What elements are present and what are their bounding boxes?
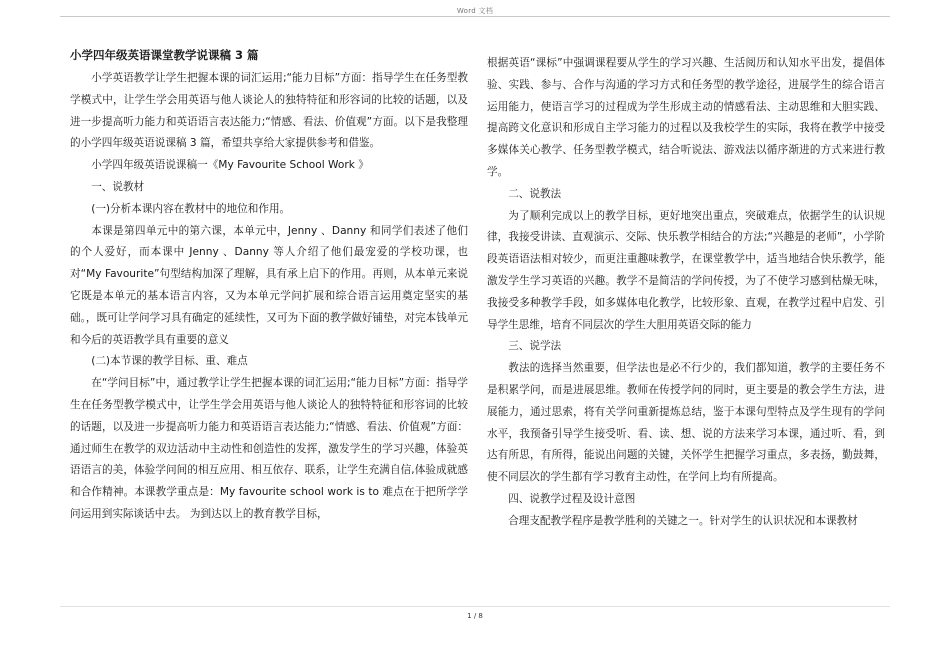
footer-divider — [60, 606, 890, 607]
intro-paragraph: 小学英语教学让学生把握本课的词汇运用;“能力目标”方面：指导学生在任务型教学模式中，让学生学会用英语与他人谈论人的独特特征和形容词的比较的话题，以及进一步提高听力能力和英语语言表达能力;“情感、看法、价值观”方面。以下是我整理的小学四年级英语说课稿 3 篇，希望共享给大家提供参考和借鉴。 — [70, 72, 468, 150]
teaching-method-paragraph: 为了顺利完成以上的教学目标，更好地突出重点，突破难点，依据学生的认识规律，我接受讲读、直观演示、交际、快乐教学相结合的方法;“兴趣是的老师”，小学阶段英语语法相对较少，而更注重趣味教学，在课堂教学中，适当地结合快乐教学，能激发学生学习英语的兴趣。教学不是简洁的学问传授，为了不使学习感到枯燥无味，我接受多种教学手段，如多媒体电化教学，比较形象、直观，在教学过程中启发、引导学生思维，培育不同层次的学生大胆用英语交际的能力 — [487, 209, 885, 331]
page-indicator: 1 / 8 — [467, 612, 483, 620]
curriculum-paragraph: 根据英语“课标”中强调课程要从学生的学习兴趣、生活阅历和认知水平出发，提倡体验、实践、参与、合作与沟通的学习方式和任务型的教学途径，进展学生的综合语言运用能力，使语言学习的过程成为学生形成主动的情感看法、主动思维和大胆实践、提高跨文化意识和形成自主学习能力的过程以及我校学生的实际，我将在教学中接受多媒体关心教学、任务型教学模式，结合听说法、游戏法以循序渐进的方式来进行教学。 — [487, 57, 885, 178]
learning-method-paragraph: 教法的选择当然重要，但学法也是必不行少的，我们都知道，教学的主要任务不是积累学问，而是进展思维。教师在传授学问的同时，更主要是的教会学生方法，进展能力，通过思索，将有关学问重新提炼总结，鉴于本课句型特点及学生现有的学问水平，我预备引导学生接受听、看、读、想、说的方法来学习本课，通过听、看，到达有所思，有所得，能说出问题的关键，关怀学生把握学习重点，多表扬，勤鼓舞，使不同层次的学生都有学习教育主动性，在学问上均有所提高。 — [487, 362, 885, 484]
page-header: Word 文档 — [456, 7, 494, 15]
subsection-heading-position: (一)分析本课内容在教材中的地位和作用。 — [91, 202, 291, 215]
section-heading-teaching-method: 二、说教法 — [508, 187, 562, 200]
right-column — [487, 53, 885, 533]
section-heading-textbook: 一、说教材 — [91, 180, 145, 193]
header-divider — [60, 16, 890, 17]
process-paragraph: 合理支配教学程序是教学胜利的关键之一。针对学生的认识状况和本课教材 — [508, 514, 858, 527]
objectives-paragraph: 在“学问目标”中，通过教学让学生把握本课的词汇运用;“能力目标”方面：指导学生在任务型教学模式中，让学生学会用英语与他人谈论人的独特特征和形容词的比较的话题，以及进一步提高听力能力和英语语言表达能力;“情感、看法、价值观”方面：通过师生在教学的双边活动中主动性和创造性的发挥，激发学生的学习兴趣，体验英语语言的美，体验学问间的相互应用、相互依存、联系，让学生充满自信,体验成就感和合作精神。本课教学重点是：My favourite school work is to 难点在于把所学学问运用到实际谈话中去。 为到达以上的教育教学目标， — [70, 377, 468, 520]
section-heading-learning-method: 三、说学法 — [508, 340, 562, 353]
left-column — [70, 44, 468, 526]
lesson-plan-heading: 小学四年级英语说课稿一《My Favourite School Work 》 — [91, 159, 369, 172]
textbook-analysis-paragraph: 本课是第四单元中的第六课，本单元中，Jenny 、Danny 和同学们表述了他们的个人爱好，而本课中 Jenny 、Danny 等人介绍了他们最宠爱的学校功课，也对“My Favourite”句型结构加深了理解，具有承上启下的作用。再则，从本单元来说它既是本单元的基本语言内容，又为本单元学问扩展和综合语言运用奠定坚实的基础。，既可让学问学习具有确定的延续性，又可为下面的教学做好铺垫，对完本钱单元和今后的英语教学具有重要的意义 — [70, 224, 468, 346]
subsection-heading-objectives: (二)本节课的教学目标、重、难点 — [91, 355, 248, 368]
section-heading-process: 四、说教学过程及设计意图 — [508, 492, 636, 505]
document-title: 小学四年级英语课堂教学说课稿 3 篇 — [70, 48, 259, 62]
